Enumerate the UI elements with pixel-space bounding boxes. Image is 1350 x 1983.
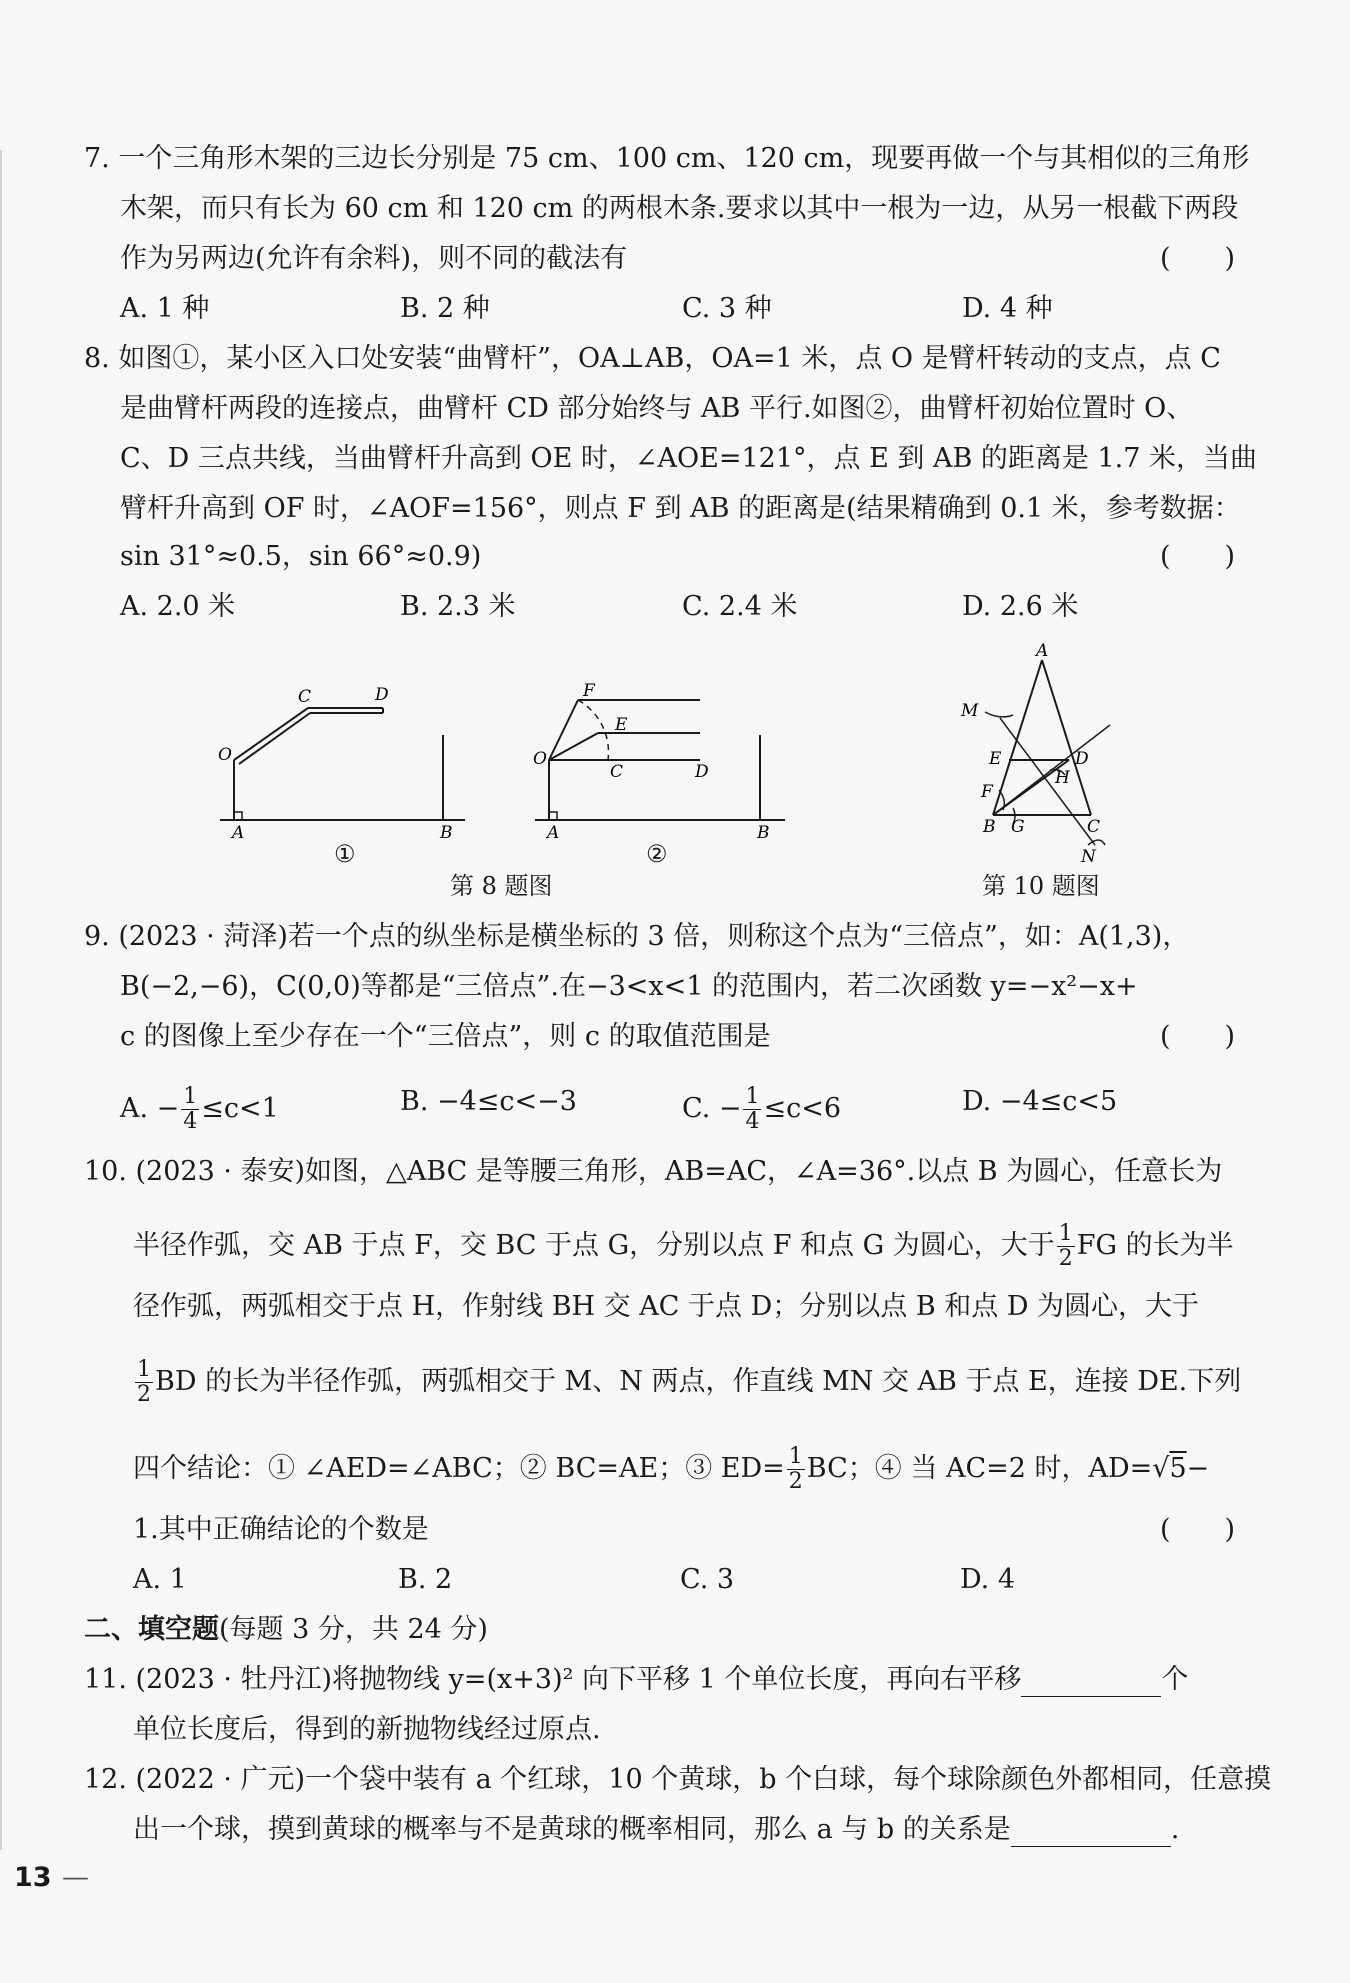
q7-line2: 木架，而只有长为 60 cm 和 120 cm 的两根木条.要求以其中一根为一边，从另一根截下两段 [120,193,1239,224]
figure-10-caption: 第 10 题图 [982,872,1100,900]
q11-line1: 11. (2023 · 牡丹江)将抛物线 y=(x+3)² 向下平移 1 个单位长度，再向右平移 个 [84,1664,1189,1695]
q9-answer-paren: ( ) [1160,1021,1236,1052]
fig8-2-label-c: C [610,762,624,782]
page-number-dash: — [62,1862,89,1893]
q9-c-post: ≤c<6 [763,1093,842,1124]
q7-option-b: B. 2 种 [400,293,490,324]
q9-option-b: B. −4≤c<−3 [400,1086,577,1117]
q10-line5-fraction: $\frac{1}{2}$ [788,1444,803,1494]
section-subtitle: (每题 3 分，共 24 分) [219,1614,488,1645]
q9-c-pre: C. − [682,1093,742,1124]
figure-8-1 [210,680,480,843]
q8-answer-paren: ( ) [1160,541,1236,572]
fig10-label-d: D [1075,749,1089,769]
fig8-2-label-o: O [533,749,547,769]
q10-option-b: B. 2 [398,1564,453,1595]
q9-line3: c 的图像上至少存在一个“三倍点”，则 c 的取值范围是 [120,1021,771,1052]
q12-answer-blank[interactable] [1011,1820,1171,1847]
figure-8-2-number: ② [646,840,668,868]
q9-option-c [682,1085,841,1134]
fig10-label-f: F [981,782,993,802]
q9-line1: 9. (2023 · 菏泽)若一个点的纵坐标是横坐标的 3 倍，则称这个点为“三倍点”，如：A(1,3)， [84,921,1190,952]
fig10-label-g: G [1011,817,1025,837]
fig8-1-label-o: O [218,745,232,765]
fig8-2-label-f: F [583,681,595,701]
fig8-1-label-b: B [440,823,453,843]
q11-answer-blank[interactable] [1021,1670,1161,1697]
fig8-2-label-b: B [757,823,770,843]
fig10-label-e: E [989,749,1002,769]
q8-line5: sin 31°≈0.5，sin 66°≈0.9) [120,541,482,572]
q9-c-fraction: $\frac{1}{4}$ [745,1084,760,1134]
q8-option-a: A. 2.0 米 [120,591,236,622]
figure-8-caption: 第 8 题图 [450,872,553,900]
q8-option-c: C. 2.4 米 [682,591,798,622]
q9-a-fraction: $\frac{1}{4}$ [183,1084,198,1134]
q9-a-pre: A. − [120,1093,180,1124]
fig8-2-label-e: E [615,715,628,735]
q7-line1: 7. 一个三角形木架的三边长分别是 75 cm、100 cm、120 cm，现要再做一个与其相似的三角形 [84,143,1250,174]
fig8-2-label-a: A [547,823,560,843]
section-fill-in-blank [84,1613,488,1647]
q10-option-d: D. 4 [960,1564,1016,1595]
q11-line2: 单位长度后，得到的新抛物线经过原点. [133,1714,601,1745]
q10-line1: 10. (2023 · 泰安)如图，△ABC 是等腰三角形，AB=AC，∠A=36°.以点 B 为圆心，任意长为 [84,1156,1223,1187]
fig8-2-label-d: D [695,762,709,782]
q10-line3: 径作弧，两弧相交于点 H，作射线 BH 交 AC 于点 D；分别以点 B 和点 D 为圆心，大于 [133,1291,1200,1322]
figure-8-2 [525,670,800,843]
figure-10 [955,640,1125,870]
q7-option-a: A. 1 种 [120,293,210,324]
q8-line4: 臂杆升高到 OF 时，∠AOF=156°，则点 F 到 AB 的距离是(结果精确到 0.1 米，参考数据： [120,493,1241,524]
q12-line2: 出一个球，摸到黄球的概率与不是黄球的概率相同，那么 a 与 b 的关系是 . [133,1814,1180,1845]
fig10-label-h: H [1055,768,1070,788]
q7-answer-paren: ( ) [1160,243,1236,274]
section-title: 二、填空题 [84,1614,219,1645]
q9-option-a [120,1085,279,1134]
q10-line4-fraction: $\frac{1}{2}$ [137,1357,151,1407]
fig8-1-label-d: D [375,685,389,705]
q10-line2-fraction: $\frac{1}{2}$ [1058,1221,1073,1271]
fig10-label-c: C [1087,817,1101,837]
q9-a-post: ≤c<1 [201,1093,279,1124]
q12-line1: 12. (2022 · 广元)一个袋中装有 a 个红球，10 个黄球，b 个白球，每个球除颜色外都相同，任意摸 [84,1764,1272,1795]
q9-option-d: D. −4≤c<5 [962,1086,1118,1117]
binding-margin [0,150,2,1850]
fig8-1-label-c: C [298,687,312,707]
q8-line1: 8. 如图①，某小区入口处安装“曲臂杆”，OA⊥AB，OA=1 米，点 O 是臂杆转动的支点，点 C [84,343,1221,374]
figure-8-1-number: ① [334,840,356,868]
q8-option-b: B. 2.3 米 [400,591,516,622]
q7-option-d: D. 4 种 [962,293,1053,324]
q10-radicand: 5 [1169,1453,1187,1484]
q10-line6: 1.其中正确结论的个数是 [133,1514,429,1545]
q10-line2: 半径作弧，交 AB 于点 F，交 BC 于点 G，分别以点 F 和点 G 为圆心，大于 $\frac{1}{2}$ FG 的长为半 [133,1221,1234,1271]
q7-option-c: C. 3 种 [682,293,772,324]
fig8-1-label-a: A [232,823,245,843]
fig10-label-b: B [983,817,996,837]
q10-option-a: A. 1 [133,1564,187,1595]
q8-option-d: D. 2.6 米 [962,591,1079,622]
page-number: 13 [14,1862,52,1893]
q10-line5: 四个结论：① ∠AED=∠ABC；② BC=AE；③ ED= $\frac{1}{2}$ BC；④ 当 AC=2 时，AD=√5− [133,1444,1210,1494]
q9-line2: B(−2,−6)，C(0,0)等都是“三倍点”.在−3<x<1 的范围内，若二次函数 y=−x²−x+ [120,971,1138,1002]
q8-line3: C、D 三点共线，当曲臂杆升高到 OE 时，∠AOE=121°，点 E 到 AB 的距离是 1.7 米，当曲 [120,443,1258,474]
fig10-label-m: M [961,701,979,721]
q10-answer-paren: ( ) [1160,1514,1236,1545]
fig10-label-n: N [1081,847,1096,867]
q8-line2: 是曲臂杆两段的连接点，曲臂杆 CD 部分始终与 AB 平行.如图②，曲臂杆初始位置时 O、 [120,393,1194,424]
q10-option-c: C. 3 [680,1564,735,1595]
q10-line4: $\frac{1}{2}$ BD 的长为半径作弧，两弧相交于 M、N 两点，作直线 MN 交 AB 于点 E，连接 DE.下列 [137,1357,1242,1407]
fig10-label-a: A [1036,641,1049,661]
q7-line3: 作为另两边(允许有余料)，则不同的截法有 [120,243,628,274]
